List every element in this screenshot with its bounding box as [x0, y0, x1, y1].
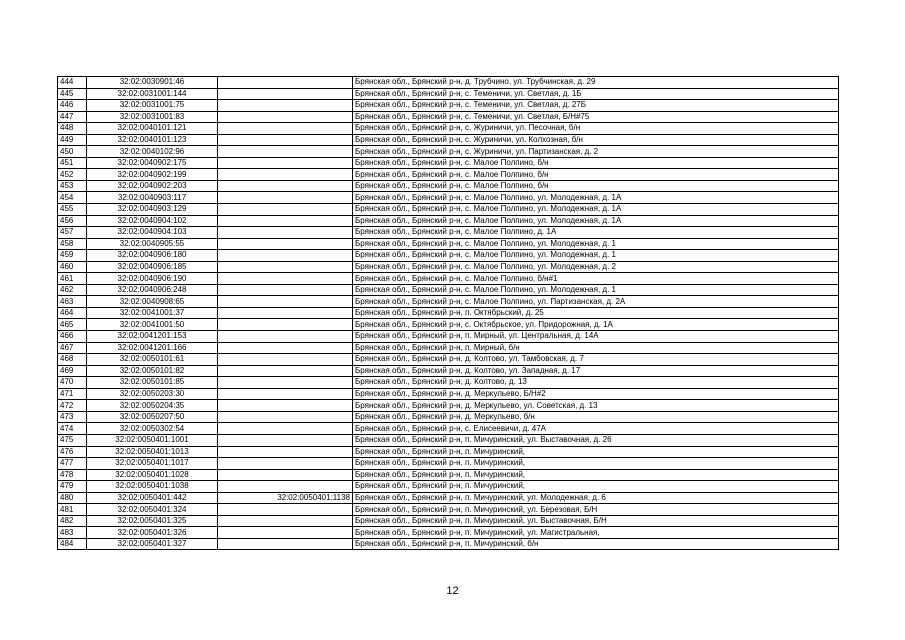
address-cell: Брянская обл., Брянский р-н, с. Журиничи, ул. Колхозная, б/н [353, 134, 839, 146]
cadastral-number-cell: 32:02:0040906:180 [87, 250, 218, 262]
cadastral-number-cell: 32:02:0050401:1017 [87, 458, 218, 470]
cadastral-number-cell: 32:02:0050401:327 [87, 538, 218, 550]
linked-cadastral-number-cell [218, 238, 353, 250]
table-row [58, 538, 839, 550]
linked-cadastral-number-cell [218, 192, 353, 204]
linked-cadastral-number-cell [218, 227, 353, 239]
cadastral-number-cell: 32:02:0040906:248 [87, 284, 218, 296]
address-cell: Брянская обл., Брянский р-н, п. Мичуринский, [353, 481, 839, 493]
address-cell: Брянская обл., Брянский р-н, п. Мичуринский, [353, 446, 839, 458]
address-cell: Брянская обл., Брянский р-н, с. Малое Полпино, ул. Молодежная, д. 1 [353, 284, 839, 296]
table-row [58, 446, 839, 458]
cadastral-number-cell: 32:02:0040904:102 [87, 215, 218, 227]
row-number-cell: 461 [58, 273, 87, 285]
address-cell: Брянская обл., Брянский р-н, д. Колтово, ул. Тамбовская, д. 7 [353, 354, 839, 366]
linked-cadastral-number-cell [218, 169, 353, 181]
cadastral-number-cell: 32:02:0050401:324 [87, 504, 218, 516]
row-number-cell: 482 [58, 515, 87, 527]
cadastral-number-cell: 32:02:0040902:199 [87, 169, 218, 181]
linked-cadastral-number-cell [218, 88, 353, 100]
table-row [58, 77, 839, 89]
linked-cadastral-number-cell [218, 434, 353, 446]
table-row [58, 100, 839, 112]
table-row [58, 250, 839, 262]
row-number-cell: 474 [58, 423, 87, 435]
row-number-cell: 450 [58, 146, 87, 158]
table-row [58, 400, 839, 412]
cadastral-number-cell: 32:02:0040903:129 [87, 204, 218, 216]
row-number-cell: 456 [58, 215, 87, 227]
linked-cadastral-number-cell [218, 134, 353, 146]
page-number: 12 [446, 585, 459, 597]
cadastral-number-cell: 32:02:0050401:326 [87, 527, 218, 539]
address-cell: Брянская обл., Брянский р-н, п. Мичуринский, ул. Выставочная, д. 26 [353, 434, 839, 446]
linked-cadastral-number-cell [218, 423, 353, 435]
cadastral-number-cell: 32:02:0050302:54 [87, 423, 218, 435]
cadastral-number-cell: 32:02:0041001:37 [87, 307, 218, 319]
cadastral-number-cell: 32:02:0041201:166 [87, 342, 218, 354]
cadastral-number-cell: 32:02:0050401:1038 [87, 481, 218, 493]
linked-cadastral-number-cell [218, 469, 353, 481]
table-row [58, 123, 839, 135]
table-row [58, 492, 839, 504]
row-number-cell: 481 [58, 504, 87, 516]
table-row [58, 192, 839, 204]
linked-cadastral-number-cell [218, 250, 353, 262]
address-cell: Брянская обл., Брянский р-н, д. Колтово, ул. Западная, д. 17 [353, 365, 839, 377]
row-number-cell: 469 [58, 365, 87, 377]
table-row [58, 527, 839, 539]
linked-cadastral-number-cell [218, 446, 353, 458]
address-cell: Брянская обл., Брянский р-н, п. Мичуринский, ул. Выставочная, Б/Н [353, 515, 839, 527]
address-cell: Брянская обл., Брянский р-н, п. Мичуринский, [353, 469, 839, 481]
address-cell: Брянская обл., Брянский р-н, п. Мичуринский, ул. Магистральная, [353, 527, 839, 539]
address-cell: Брянская обл., Брянский р-н, п. Мирный, ул. Центральная, д. 14А [353, 331, 839, 343]
row-number-cell: 455 [58, 204, 87, 216]
row-number-cell: 453 [58, 180, 87, 192]
row-number-cell: 459 [58, 250, 87, 262]
table-row [58, 261, 839, 273]
linked-cadastral-number-cell [218, 307, 353, 319]
address-cell: Брянская обл., Брянский р-н, д. Колтово, д. 13 [353, 377, 839, 389]
row-number-cell: 472 [58, 400, 87, 412]
cadastral-number-cell: 32:02:0031001:83 [87, 111, 218, 123]
address-cell: Брянская обл., Брянский р-н, с. Малое Полпино, б/н#1 [353, 273, 839, 285]
cadastral-number-cell: 32:02:0040904:103 [87, 227, 218, 239]
address-cell: Брянская обл., Брянский р-н, с. Малое Полпино, ул. Партизанская, д. 2А [353, 296, 839, 308]
linked-cadastral-number-cell [218, 400, 353, 412]
linked-cadastral-number-cell [218, 458, 353, 470]
property-register-table [57, 76, 839, 550]
linked-cadastral-number-cell [218, 504, 353, 516]
linked-cadastral-number-cell [218, 354, 353, 366]
cadastral-number-cell: 32:02:0050401:1013 [87, 446, 218, 458]
row-number-cell: 448 [58, 123, 87, 135]
address-cell: Брянская обл., Брянский р-н, п. Октябрьский, д. 25 [353, 307, 839, 319]
table-row [58, 354, 839, 366]
cadastral-number-cell: 32:02:0050101:82 [87, 365, 218, 377]
table-row [58, 88, 839, 100]
linked-cadastral-number-cell [218, 100, 353, 112]
row-number-cell: 451 [58, 157, 87, 169]
table-row [58, 423, 839, 435]
cadastral-number-cell: 32:02:0050401:1001 [87, 434, 218, 446]
cadastral-number-cell: 32:02:0030901:46 [87, 77, 218, 89]
table-row [58, 377, 839, 389]
address-cell: Брянская обл., Брянский р-н, п. Мичуринский, ул. Молодежная, д. 6 [353, 492, 839, 504]
row-number-cell: 477 [58, 458, 87, 470]
linked-cadastral-number-cell [218, 331, 353, 343]
table-row [58, 284, 839, 296]
cadastral-number-cell: 32:02:0040905:55 [87, 238, 218, 250]
address-cell: Брянская обл., Брянский р-н, с. Малое Полпино, ул. Молодежная, д. 1 [353, 250, 839, 262]
table-row [58, 481, 839, 493]
address-cell: Брянская обл., Брянский р-н, с. Журиничи, ул. Песочная, б/н [353, 123, 839, 135]
row-number-cell: 463 [58, 296, 87, 308]
linked-cadastral-number-cell [218, 342, 353, 354]
row-number-cell: 470 [58, 377, 87, 389]
table-row [58, 388, 839, 400]
row-number-cell: 468 [58, 354, 87, 366]
row-number-cell: 462 [58, 284, 87, 296]
address-cell: Брянская обл., Брянский р-н, с. Малое Полпино, б/н [353, 180, 839, 192]
cadastral-number-cell: 32:02:0041001:50 [87, 319, 218, 331]
linked-cadastral-number-cell [218, 365, 353, 377]
address-cell: Брянская обл., Брянский р-н, с. Малое Полпино, б/н [353, 157, 839, 169]
address-cell: Брянская обл., Брянский р-н, д. Меркульево, ул. Советская, д. 13 [353, 400, 839, 412]
linked-cadastral-number-cell [218, 111, 353, 123]
linked-cadastral-number-cell [218, 273, 353, 285]
address-cell: Брянская обл., Брянский р-н, с. Теменичи, ул. Светлая, д. 1Б [353, 88, 839, 100]
table-row [58, 157, 839, 169]
address-cell: Брянская обл., Брянский р-н, с. Теменичи, ул. Светлая, Б/Н#75 [353, 111, 839, 123]
linked-cadastral-number-cell [218, 296, 353, 308]
linked-cadastral-number-cell [218, 157, 353, 169]
linked-cadastral-number-cell: 32:02:0050401:1138 [218, 492, 353, 504]
linked-cadastral-number-cell [218, 377, 353, 389]
address-cell: Брянская обл., Брянский р-н, п. Мичуринский, ул. Березовая, Б/Н [353, 504, 839, 516]
row-number-cell: 444 [58, 77, 87, 89]
linked-cadastral-number-cell [218, 123, 353, 135]
table-row [58, 504, 839, 516]
table-row [58, 169, 839, 181]
table-row [58, 180, 839, 192]
row-number-cell: 473 [58, 411, 87, 423]
address-cell: Брянская обл., Брянский р-н, с. Елисеевичи, д. 47А [353, 423, 839, 435]
linked-cadastral-number-cell [218, 481, 353, 493]
table-row [58, 458, 839, 470]
table-row [58, 434, 839, 446]
address-cell: Брянская обл., Брянский р-н, д. Меркульево, Б/Н#2 [353, 388, 839, 400]
table-row [58, 204, 839, 216]
linked-cadastral-number-cell [218, 261, 353, 273]
linked-cadastral-number-cell [218, 538, 353, 550]
table-row [58, 365, 839, 377]
row-number-cell: 446 [58, 100, 87, 112]
cadastral-number-cell: 32:02:0040902:203 [87, 180, 218, 192]
address-cell: Брянская обл., Брянский р-н, с. Малое Полпино, ул. Молодежная, д. 1 [353, 238, 839, 250]
register-table-body [58, 77, 839, 550]
table-row [58, 111, 839, 123]
table-row [58, 227, 839, 239]
row-number-cell: 449 [58, 134, 87, 146]
cadastral-number-cell: 32:02:0050203:30 [87, 388, 218, 400]
table-row [58, 296, 839, 308]
table-row [58, 342, 839, 354]
row-number-cell: 465 [58, 319, 87, 331]
linked-cadastral-number-cell [218, 215, 353, 227]
row-number-cell: 447 [58, 111, 87, 123]
cadastral-number-cell: 32:02:0040903:117 [87, 192, 218, 204]
table-row [58, 307, 839, 319]
table-row [58, 469, 839, 481]
linked-cadastral-number-cell [218, 319, 353, 331]
row-number-cell: 445 [58, 88, 87, 100]
linked-cadastral-number-cell [218, 204, 353, 216]
table-row [58, 411, 839, 423]
address-cell: Брянская обл., Брянский р-н, п. Мичуринский, б/н [353, 538, 839, 550]
row-number-cell: 467 [58, 342, 87, 354]
address-cell: Брянская обл., Брянский р-н, с. Журиничи, ул. Партизанская, д. 2 [353, 146, 839, 158]
cadastral-number-cell: 32:02:0050101:85 [87, 377, 218, 389]
address-cell: Брянская обл., Брянский р-н, с. Малое Полпино, б/н [353, 169, 839, 181]
address-cell: Брянская обл., Брянский р-н, п. Мирный, б/н [353, 342, 839, 354]
cadastral-number-cell: 32:02:0041201:153 [87, 331, 218, 343]
cadastral-number-cell: 32:02:0031001:75 [87, 100, 218, 112]
cadastral-number-cell: 32:02:0040906:190 [87, 273, 218, 285]
cadastral-number-cell: 32:02:0050204:35 [87, 400, 218, 412]
address-cell: Брянская обл., Брянский р-н, с. Теменичи, ул. Светлая, д. 27Б [353, 100, 839, 112]
row-number-cell: 479 [58, 481, 87, 493]
linked-cadastral-number-cell [218, 388, 353, 400]
cadastral-number-cell: 32:02:0050401:325 [87, 515, 218, 527]
cadastral-number-cell: 32:02:0040908:65 [87, 296, 218, 308]
cadastral-number-cell: 32:02:0040102:96 [87, 146, 218, 158]
row-number-cell: 452 [58, 169, 87, 181]
cadastral-number-cell: 32:02:0050401:442 [87, 492, 218, 504]
row-number-cell: 475 [58, 434, 87, 446]
cadastral-number-cell: 32:02:0050401:1028 [87, 469, 218, 481]
address-cell: Брянская обл., Брянский р-н, с. Октябрьское, ул. Придорожная, д. 1А [353, 319, 839, 331]
table-row [58, 134, 839, 146]
table-row [58, 146, 839, 158]
cadastral-number-cell: 32:02:0031001:144 [87, 88, 218, 100]
linked-cadastral-number-cell [218, 527, 353, 539]
row-number-cell: 454 [58, 192, 87, 204]
linked-cadastral-number-cell [218, 515, 353, 527]
row-number-cell: 460 [58, 261, 87, 273]
row-number-cell: 464 [58, 307, 87, 319]
address-cell: Брянская обл., Брянский р-н, д. Меркульево, б/н [353, 411, 839, 423]
row-number-cell: 478 [58, 469, 87, 481]
table-row [58, 319, 839, 331]
row-number-cell: 476 [58, 446, 87, 458]
address-cell: Брянская обл., Брянский р-н, с. Малое Полпино, ул. Молодежная, д. 1А [353, 204, 839, 216]
row-number-cell: 458 [58, 238, 87, 250]
linked-cadastral-number-cell [218, 146, 353, 158]
table-row [58, 238, 839, 250]
row-number-cell: 471 [58, 388, 87, 400]
cadastral-number-cell: 32:02:0040902:175 [87, 157, 218, 169]
table-row [58, 515, 839, 527]
table-row [58, 273, 839, 285]
cadastral-number-cell: 32:02:0040101:121 [87, 123, 218, 135]
row-number-cell: 484 [58, 538, 87, 550]
row-number-cell: 466 [58, 331, 87, 343]
linked-cadastral-number-cell [218, 284, 353, 296]
linked-cadastral-number-cell [218, 77, 353, 89]
cadastral-number-cell: 32:02:0040101:123 [87, 134, 218, 146]
table-row [58, 331, 839, 343]
linked-cadastral-number-cell [218, 180, 353, 192]
cadastral-number-cell: 32:02:0050101:61 [87, 354, 218, 366]
address-cell: Брянская обл., Брянский р-н, с. Малое Полпино, ул. Молодежная, д. 1А [353, 215, 839, 227]
row-number-cell: 457 [58, 227, 87, 239]
address-cell: Брянская обл., Брянский р-н, п. Мичуринский, [353, 458, 839, 470]
address-cell: Брянская обл., Брянский р-н, с. Малое Полпино, ул. Молодежная, д. 1А [353, 192, 839, 204]
row-number-cell: 483 [58, 527, 87, 539]
cadastral-number-cell: 32:02:0040906:185 [87, 261, 218, 273]
address-cell: Брянская обл., Брянский р-н, с. Малое Полпино, ул. Молодежная, д. 2 [353, 261, 839, 273]
row-number-cell: 480 [58, 492, 87, 504]
table-row [58, 215, 839, 227]
linked-cadastral-number-cell [218, 411, 353, 423]
address-cell: Брянская обл., Брянский р-н, д. Трубчино, ул. Трубчинская, д. 29 [353, 77, 839, 89]
cadastral-number-cell: 32:02:0050207:50 [87, 411, 218, 423]
address-cell: Брянская обл., Брянский р-н, с. Малое Полпино, д. 1А [353, 227, 839, 239]
